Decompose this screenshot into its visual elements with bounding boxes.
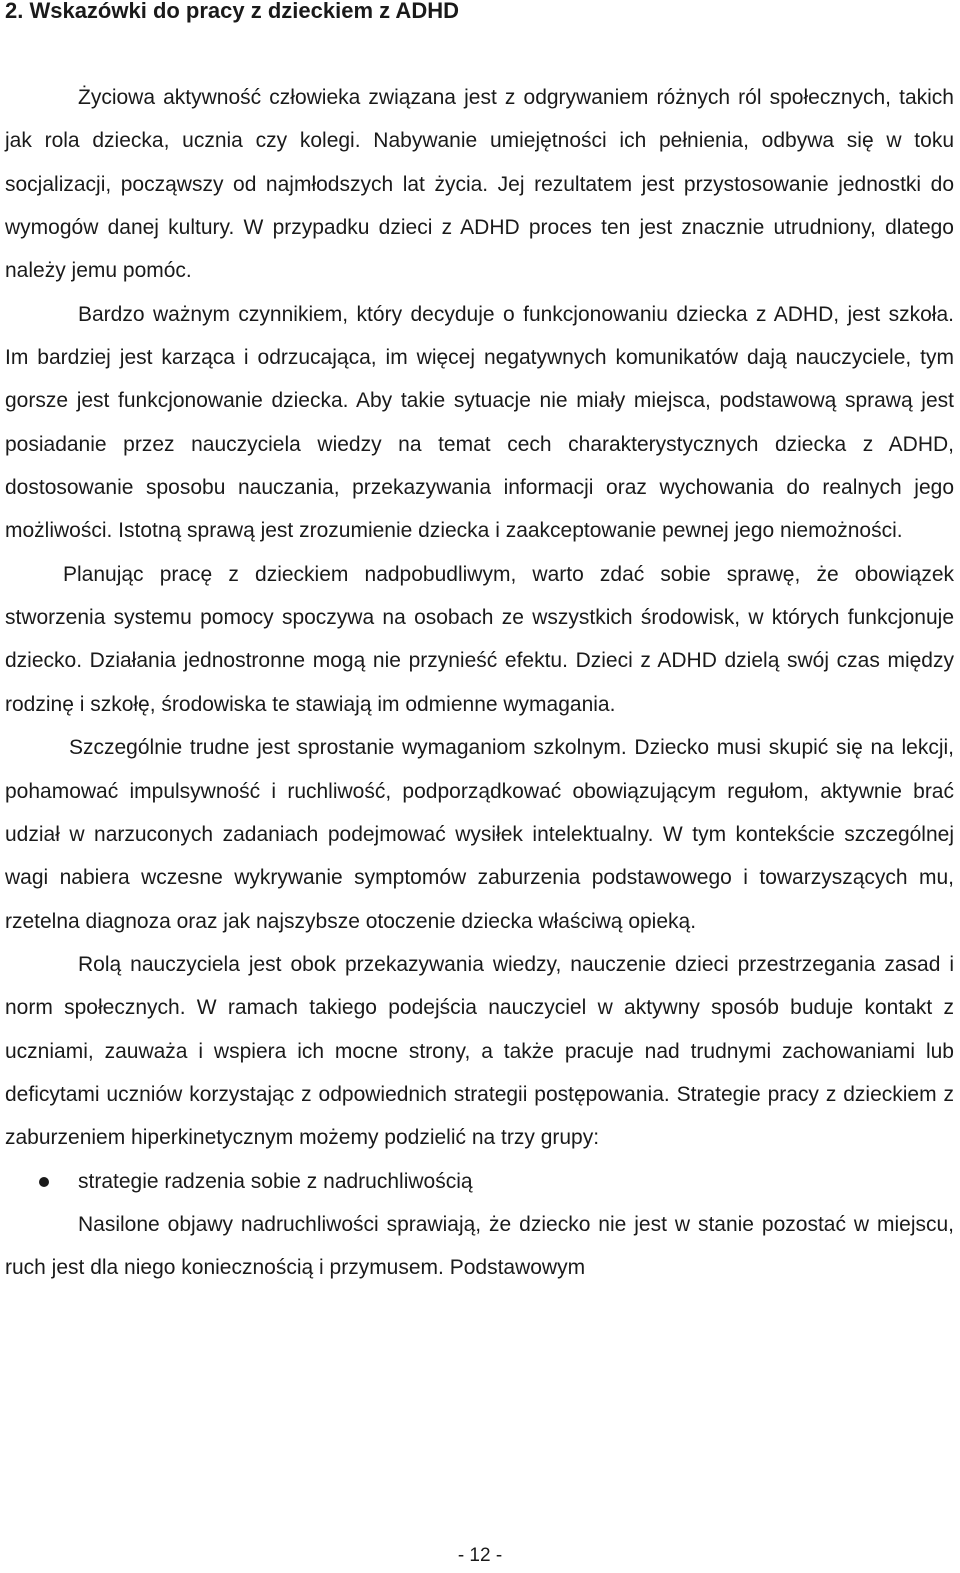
body-text xyxy=(5,76,954,1290)
paragraph-6: Nasilone objawy nadruchliwości sprawiają, że dziecko nie jest w stanie pozostać w miejscu, ruch jest dla niego koniecznością i przymusem. Podstawowym xyxy=(5,1212,954,1280)
strategy-list xyxy=(5,1160,954,1203)
paragraph-5: Rolą nauczyciela jest obok przekazywania wiedzy, nauczenie dzieci przestrzegania zasad i norm społecznych. W ramach takiego podejścia nauczyciel w aktywny sposób buduje kontakt z uczniami, zauważa i wspiera ich mocne strony, a także pracuje nad trudnymi zachowaniami lub deficytami uczniów korzystając z odpowiednich strategii postępowania. Strategie pracy z dzieckiem z zaburzeniem hiperkinetycznym możemy podzielić na trzy grupy: xyxy=(5,952,954,1150)
list-item xyxy=(5,1160,954,1203)
paragraph-4: Szczególnie trudne jest sprostanie wymaganiom szkolnym. Dziecko musi skupić się na lekcji, pohamować impulsywność i ruchliwość, podporządkować obowiązującym regułom, aktywnie brać udział w narzuconych zadaniach podejmować wysiłek intelektualny. W tym kontekście szczególnej wagi nabiera wczesne wykrywanie symptomów zaburzenia podstawowego i towarzyszących mu, rzetelna diagnoza oraz jak najszybsze otoczenie dziecka właściwą opieką. xyxy=(5,736,954,933)
page-number: - 12 - xyxy=(457,1545,503,1566)
paragraph-2: Bardzo ważnym czynnikiem, który decyduje o funkcjonowaniu dziecka z ADHD, jest szkoła. Im bardziej jest karząca i odrzucająca, im więcej negatywnych komunikatów dają nauczyciele, tym gorsze jest funkcjonowanie dziecka. Aby takie sytuacje nie miały miejsca, podstawową sprawą jest posiadanie przez nauczyciela wiedzy na temat cech charakterystycznych dziecka z ADHD, dostosowanie sposobu nauczania, przekazywania informacji oraz wychowania do realnych jego możliwości. Istotną sprawą jest zrozumienie dziecka i zaakceptowanie pewnej jego niemożności. xyxy=(5,302,954,543)
bullet-icon xyxy=(39,1177,49,1187)
paragraph-3: Planując pracę z dzieckiem nadpobudliwym, warto zdać sobie sprawę, że obowiązek stworzenia systemu pomocy spoczywa na osobach ze wszystkich środowisk, w których funkcjonuje dziecko. Działania jednostronne mogą nie przynieść efektu. Dzieci z ADHD dzielą swój czas między rodzinę i szkołę, środowiska te stawiają im odmienne wymagania. xyxy=(5,562,954,716)
list-item-text: strategie radzenia sobie z nadruchliwością xyxy=(78,1169,473,1193)
paragraph-1: Życiowa aktywność człowieka związana jest z odgrywaniem różnych ról społecznych, takich jak rola dziecka, ucznia czy kolegi. Nabywanie umiejętności ich pełnienia, odbywa się w toku socjalizacji, począwszy od najmłodszych lat życia. Jej rezultatem jest przystosowanie jednostki do wymogów danej kultury. W przypadku dzieci z ADHD proces ten jest znacznie utrudniony, dlatego należy jemu pomóc. xyxy=(5,86,954,283)
section-heading: 2. Wskazówki do pracy z dzieckiem z ADHD xyxy=(5,0,459,23)
